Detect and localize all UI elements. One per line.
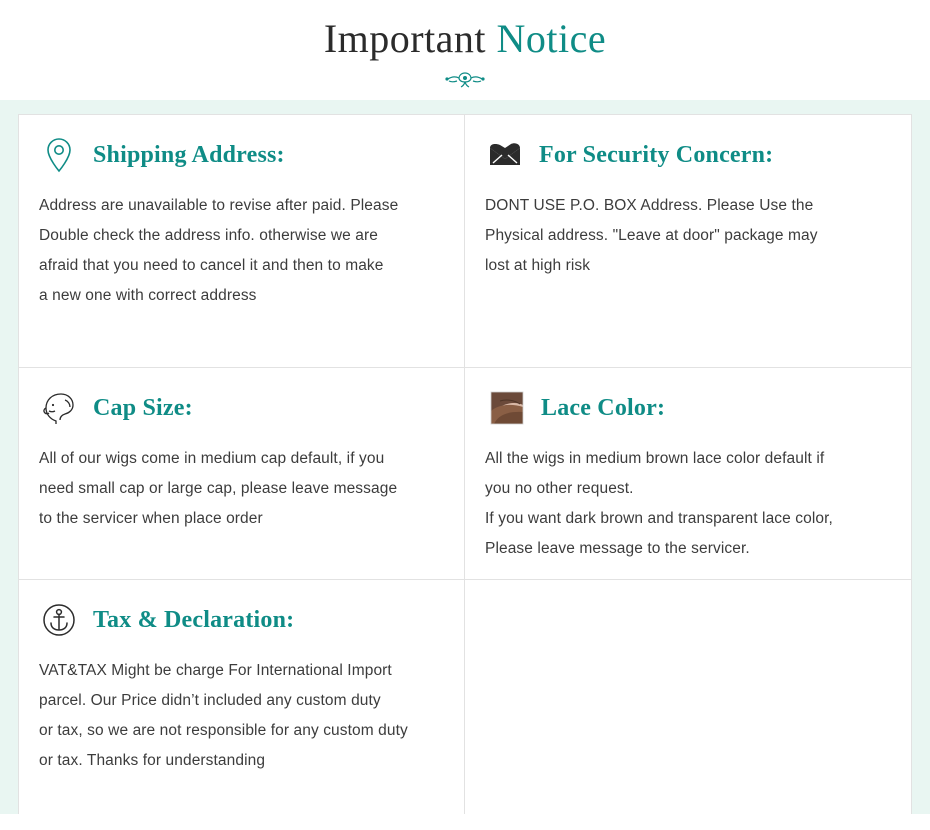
notice-line: or tax, so we are not responsible for any custom duty [39, 722, 408, 739]
notice-line: Double check the address info. otherwise we are [39, 227, 378, 244]
notice-cell-header [39, 133, 444, 177]
notice-cell-lace-color [465, 368, 911, 580]
notice-cell-body [485, 191, 891, 281]
page-title-part-two: Notice [496, 16, 607, 61]
notice-line: All the wigs in medium brown lace color default if [485, 450, 825, 467]
notice-grid [18, 114, 912, 830]
notice-line: need small cap or large cap, please leave message [39, 480, 398, 497]
notice-line: parcel. Our Price didn’t included any custom duty [39, 692, 381, 709]
notice-cell-body [39, 191, 444, 311]
page-title [0, 14, 930, 64]
notice-line: or tax. Thanks for understanding [39, 752, 266, 769]
notice-panel [0, 100, 930, 830]
notice-line: If you want dark brown and transparent lace color, [485, 510, 833, 527]
notice-cell-header [485, 133, 891, 177]
notice-line: VAT&TAX Might be charge For International Import [39, 662, 392, 679]
notice-cell-body [485, 444, 891, 564]
notice-cell-tax-declaration [19, 580, 465, 830]
notice-cell-empty [465, 580, 911, 830]
notice-line: lost at high risk [485, 257, 591, 274]
notice-line: a new one with correct address [39, 287, 257, 304]
notice-cell-security-concern [465, 115, 911, 368]
notice-line: Address are unavailable to revise after paid. Please [39, 197, 399, 214]
hair-lace-photo-icon [487, 388, 527, 428]
notice-cell-title: Tax & Declaration: [93, 606, 295, 633]
notice-cell-title: For Security Concern: [539, 141, 774, 168]
floral-divider-icon [0, 66, 930, 92]
bottom-strip [0, 814, 930, 830]
mail-envelope-icon [485, 135, 525, 175]
notice-line: afraid that you need to cancel it and then to make [39, 257, 384, 274]
notice-line: DONT USE P.O. BOX Address. Please Use the [485, 197, 814, 214]
location-pin-icon [39, 135, 79, 175]
notice-cell-body [39, 444, 444, 534]
notice-cell-cap-size [19, 368, 465, 580]
page-title-part-one: Important [323, 16, 497, 61]
notice-cell-header [485, 386, 891, 430]
notice-line: to the servicer when place order [39, 510, 263, 527]
head-profile-icon [39, 388, 79, 428]
notice-cell-header [39, 386, 444, 430]
page-header [0, 0, 930, 100]
notice-cell-header [39, 598, 444, 642]
notice-cell-body [39, 656, 444, 776]
notice-line: Physical address. "Leave at door" package may [485, 227, 818, 244]
notice-line: Please leave message to the servicer. [485, 540, 750, 557]
notice-line: you no other request. [485, 480, 634, 497]
notice-line: All of our wigs come in medium cap default, if you [39, 450, 385, 467]
notice-cell-title: Lace Color: [541, 394, 666, 421]
notice-cell-title: Cap Size: [93, 394, 193, 421]
notice-cell-title: Shipping Address: [93, 141, 285, 168]
anchor-circle-icon [39, 600, 79, 640]
notice-cell-shipping-address [19, 115, 465, 368]
